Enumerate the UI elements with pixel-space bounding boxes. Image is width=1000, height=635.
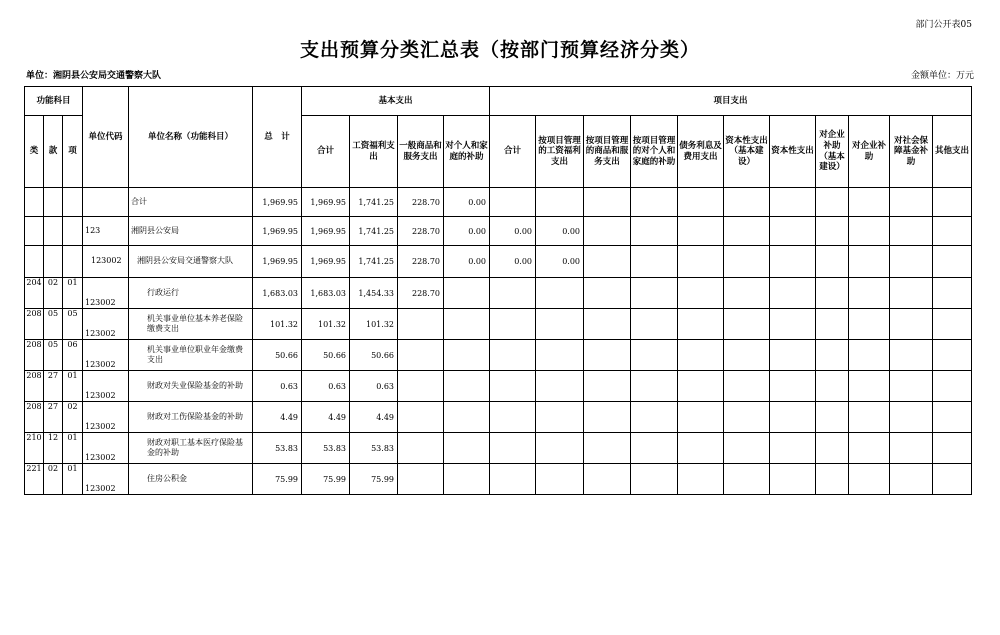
cell-xiang: 01: [63, 464, 83, 495]
cell-b_goods: [398, 371, 444, 402]
cell-lei: 208: [25, 309, 44, 340]
cell-total: 1,969.95: [253, 188, 302, 217]
header-project-other: 其他支出: [933, 116, 972, 188]
cell-empty: [890, 340, 933, 371]
cell-b_sum: 53.83: [302, 433, 350, 464]
cell-p_wage: [536, 464, 584, 495]
cell-empty: [631, 433, 678, 464]
cell-b_personal: 0.00: [444, 246, 490, 278]
cell-empty: [849, 309, 890, 340]
header-basic-goods: 一般商品和服务支出: [398, 116, 444, 188]
cell-empty: [584, 433, 631, 464]
cell-empty: [770, 433, 816, 464]
cell-empty: [816, 340, 849, 371]
cell-xiang: [63, 246, 83, 278]
cell-empty: [770, 340, 816, 371]
cell-total: 1,683.03: [253, 278, 302, 309]
table-row: [25, 371, 972, 402]
cell-empty: [584, 340, 631, 371]
cell-empty: [933, 433, 972, 464]
cell-p_wage: [536, 371, 584, 402]
cell-empty: [890, 433, 933, 464]
cell-empty: [631, 402, 678, 433]
cell-empty: [584, 246, 631, 278]
cell-empty: [890, 371, 933, 402]
cell-empty: [933, 217, 972, 246]
cell-b_wage: 4.49: [350, 402, 398, 433]
cell-code: [83, 188, 129, 217]
cell-empty: [890, 278, 933, 309]
cell-empty: [890, 402, 933, 433]
header-project-ent: 对企业补助: [849, 116, 890, 188]
cell-name: 财政对失业保险基金的补助: [129, 371, 253, 402]
cell-empty: [678, 246, 724, 278]
cell-b_wage: 1,741.25: [350, 217, 398, 246]
cell-xiang: [63, 188, 83, 217]
cell-empty: [724, 217, 770, 246]
cell-b_sum: 1,969.95: [302, 217, 350, 246]
cell-code: 123002: [83, 246, 129, 278]
cell-empty: [584, 309, 631, 340]
table-row: [25, 402, 972, 433]
cell-code: 123002: [83, 464, 129, 495]
cell-b_goods: 228.70: [398, 188, 444, 217]
cell-total: 0.63: [253, 371, 302, 402]
cell-kuan: 05: [44, 340, 63, 371]
cell-empty: [584, 402, 631, 433]
header-func: 功能科目: [25, 87, 83, 116]
header-kuan: 款: [44, 116, 63, 188]
cell-empty: [584, 217, 631, 246]
cell-empty: [678, 217, 724, 246]
cell-empty: [724, 464, 770, 495]
cell-kuan: [44, 246, 63, 278]
cell-empty: [724, 371, 770, 402]
cell-empty: [631, 188, 678, 217]
cell-xiang: 01: [63, 371, 83, 402]
cell-code: 123002: [83, 402, 129, 433]
cell-name: 机关事业单位基本养老保险缴费支出: [129, 309, 253, 340]
cell-empty: [724, 188, 770, 217]
cell-p_wage: 0.00: [536, 217, 584, 246]
cell-p_sum: 0.00: [490, 217, 536, 246]
form-code: 部门公开表05: [915, 20, 972, 30]
header-project-goods: 按项目管理的商品和服务支出: [584, 116, 631, 188]
cell-b_wage: 0.63: [350, 371, 398, 402]
cell-lei: 204: [25, 278, 44, 309]
header-total: 总 计: [253, 87, 302, 188]
cell-lei: [25, 246, 44, 278]
cell-empty: [724, 246, 770, 278]
cell-empty: [631, 217, 678, 246]
cell-b_personal: [444, 278, 490, 309]
cell-total: 4.49: [253, 402, 302, 433]
table-row: [25, 188, 972, 217]
cell-empty: [770, 217, 816, 246]
cell-empty: [933, 340, 972, 371]
cell-name: 机关事业单位职业年金缴费支出: [129, 340, 253, 371]
cell-b_personal: [444, 433, 490, 464]
cell-p_sum: [490, 402, 536, 433]
cell-empty: [770, 402, 816, 433]
cell-p_wage: 0.00: [536, 246, 584, 278]
cell-lei: 208: [25, 371, 44, 402]
header-basic-sum: 合计: [302, 116, 350, 188]
cell-b_personal: [444, 402, 490, 433]
cell-xiang: 05: [63, 309, 83, 340]
cell-code: 123002: [83, 433, 129, 464]
cell-kuan: 02: [44, 464, 63, 495]
header-row-1: [25, 87, 972, 116]
cell-empty: [816, 278, 849, 309]
cell-b_personal: 0.00: [444, 188, 490, 217]
cell-b_sum: 101.32: [302, 309, 350, 340]
cell-b_goods: 228.70: [398, 217, 444, 246]
cell-empty: [890, 188, 933, 217]
cell-kuan: 27: [44, 402, 63, 433]
cell-b_personal: [444, 340, 490, 371]
cell-b_sum: 75.99: [302, 464, 350, 495]
cell-empty: [631, 246, 678, 278]
cell-empty: [631, 309, 678, 340]
cell-b_sum: 1,969.95: [302, 246, 350, 278]
data-rows: [25, 188, 972, 495]
header-xiang: 项: [63, 116, 83, 188]
cell-p_sum: [490, 371, 536, 402]
header-project-debt: 债务利息及费用支出: [678, 116, 724, 188]
cell-code: 123002: [83, 340, 129, 371]
cell-empty: [770, 246, 816, 278]
header-project-capital: 资本性支出: [770, 116, 816, 188]
cell-b_wage: 50.66: [350, 340, 398, 371]
cell-empty: [816, 371, 849, 402]
cell-empty: [770, 188, 816, 217]
cell-b_personal: [444, 371, 490, 402]
cell-b_goods: [398, 433, 444, 464]
cell-total: 1,969.95: [253, 246, 302, 278]
cell-name: 财政对工伤保险基金的补助: [129, 402, 253, 433]
cell-total: 75.99: [253, 464, 302, 495]
cell-empty: [724, 402, 770, 433]
cell-b_sum: 4.49: [302, 402, 350, 433]
cell-empty: [933, 464, 972, 495]
cell-p_wage: [536, 433, 584, 464]
cell-xiang: 01: [63, 433, 83, 464]
cell-empty: [770, 371, 816, 402]
table-row: [25, 309, 972, 340]
cell-empty: [631, 371, 678, 402]
cell-kuan: 05: [44, 309, 63, 340]
table-row: [25, 464, 972, 495]
cell-empty: [849, 464, 890, 495]
cell-empty: [816, 246, 849, 278]
header-basic-wage: 工资福利支出: [350, 116, 398, 188]
cell-kuan: [44, 188, 63, 217]
cell-b_sum: 50.66: [302, 340, 350, 371]
cell-empty: [890, 246, 933, 278]
cell-empty: [849, 371, 890, 402]
header-project-sum: 合计: [490, 116, 536, 188]
header-project: 项目支出: [490, 87, 972, 116]
header-project-capital-build: 资本性支出（基本建设）: [724, 116, 770, 188]
cell-p_sum: 0.00: [490, 246, 536, 278]
cell-total: 50.66: [253, 340, 302, 371]
cell-total: 101.32: [253, 309, 302, 340]
cell-b_wage: 1,454.33: [350, 278, 398, 309]
cell-empty: [724, 278, 770, 309]
cell-empty: [890, 217, 933, 246]
cell-empty: [816, 402, 849, 433]
cell-b_wage: 1,741.25: [350, 188, 398, 217]
cell-code: 123002: [83, 278, 129, 309]
cell-name: 湘阴县公安局交通警察大队: [129, 246, 253, 278]
cell-empty: [816, 217, 849, 246]
cell-p_sum: [490, 278, 536, 309]
cell-empty: [890, 309, 933, 340]
cell-lei: [25, 217, 44, 246]
header-project-ent-build: 对企业补助（基本建设）: [816, 116, 849, 188]
cell-p_sum: [490, 309, 536, 340]
cell-name: 财政对职工基本医疗保险基金的补助: [129, 433, 253, 464]
cell-empty: [816, 433, 849, 464]
cell-empty: [584, 188, 631, 217]
cell-empty: [724, 309, 770, 340]
cell-empty: [933, 309, 972, 340]
cell-b_wage: 75.99: [350, 464, 398, 495]
cell-b_goods: 228.70: [398, 278, 444, 309]
cell-empty: [933, 278, 972, 309]
header-unit-code: 单位代码: [83, 87, 129, 188]
cell-empty: [584, 278, 631, 309]
cell-empty: [678, 433, 724, 464]
cell-b_goods: [398, 464, 444, 495]
table-row: [25, 340, 972, 371]
cell-empty: [584, 371, 631, 402]
cell-empty: [631, 340, 678, 371]
cell-p_wage: [536, 278, 584, 309]
cell-empty: [631, 464, 678, 495]
cell-b_sum: 1,969.95: [302, 188, 350, 217]
header-basic: 基本支出: [302, 87, 490, 116]
header-project-social: 对社会保障基金补助: [890, 116, 933, 188]
cell-empty: [849, 246, 890, 278]
cell-b_goods: [398, 402, 444, 433]
cell-empty: [849, 188, 890, 217]
cell-p_sum: [490, 433, 536, 464]
cell-b_wage: 101.32: [350, 309, 398, 340]
cell-lei: 208: [25, 402, 44, 433]
table-row: [25, 278, 972, 309]
cell-p_wage: [536, 188, 584, 217]
cell-empty: [849, 402, 890, 433]
cell-name: 湘阴县公安局: [129, 217, 253, 246]
cell-lei: [25, 188, 44, 217]
cell-empty: [816, 464, 849, 495]
cell-empty: [816, 188, 849, 217]
cell-code: 123002: [83, 371, 129, 402]
cell-kuan: 12: [44, 433, 63, 464]
cell-empty: [849, 217, 890, 246]
cell-name: 住房公积金: [129, 464, 253, 495]
cell-b_wage: 1,741.25: [350, 246, 398, 278]
cell-p_wage: [536, 340, 584, 371]
cell-xiang: 02: [63, 402, 83, 433]
table-row: [25, 246, 972, 278]
cell-lei: 221: [25, 464, 44, 495]
cell-empty: [584, 464, 631, 495]
cell-xiang: 06: [63, 340, 83, 371]
header-unit-name: 单位名称（功能科目）: [129, 87, 253, 188]
cell-code: 123: [83, 217, 129, 246]
cell-empty: [816, 309, 849, 340]
cell-p_wage: [536, 309, 584, 340]
cell-empty: [933, 402, 972, 433]
cell-empty: [678, 278, 724, 309]
cell-total: 1,969.95: [253, 217, 302, 246]
cell-kuan: 27: [44, 371, 63, 402]
cell-empty: [890, 464, 933, 495]
cell-name: 合计: [129, 188, 253, 217]
cell-empty: [849, 433, 890, 464]
cell-p_sum: [490, 464, 536, 495]
cell-empty: [724, 433, 770, 464]
cell-total: 53.83: [253, 433, 302, 464]
header-project-personal: 按项目管理的对个人和家庭的补助: [631, 116, 678, 188]
header-project-wage: 按项目管理的工资福利支出: [536, 116, 584, 188]
cell-empty: [631, 278, 678, 309]
cell-b_personal: [444, 309, 490, 340]
cell-b_wage: 53.83: [350, 433, 398, 464]
page-title: 支出预算分类汇总表（按部门预算经济分类）: [299, 39, 700, 61]
table-row: [25, 217, 972, 246]
cell-empty: [678, 402, 724, 433]
amount-unit-label: 金额单位：万元: [910, 71, 974, 81]
cell-code: 123002: [83, 309, 129, 340]
cell-empty: [678, 340, 724, 371]
cell-b_sum: 0.63: [302, 371, 350, 402]
cell-b_personal: [444, 464, 490, 495]
cell-empty: [849, 340, 890, 371]
cell-empty: [678, 188, 724, 217]
cell-empty: [770, 309, 816, 340]
cell-empty: [770, 464, 816, 495]
cell-p_sum: [490, 188, 536, 217]
cell-kuan: 02: [44, 278, 63, 309]
cell-empty: [933, 246, 972, 278]
cell-b_goods: [398, 309, 444, 340]
header-lei: 类: [25, 116, 44, 188]
cell-name: 行政运行: [129, 278, 253, 309]
cell-empty: [933, 188, 972, 217]
cell-empty: [724, 340, 770, 371]
cell-p_wage: [536, 402, 584, 433]
cell-lei: 210: [25, 433, 44, 464]
unit-label: 单位：湘阴县公安局交通警察大队: [26, 71, 162, 81]
cell-kuan: [44, 217, 63, 246]
cell-b_personal: 0.00: [444, 217, 490, 246]
cell-empty: [849, 278, 890, 309]
expenditure-table: [24, 86, 972, 495]
cell-xiang: 01: [63, 278, 83, 309]
header-basic-personal: 对个人和家庭的补助: [444, 116, 490, 188]
cell-p_sum: [490, 340, 536, 371]
cell-b_sum: 1,683.03: [302, 278, 350, 309]
cell-empty: [678, 309, 724, 340]
cell-empty: [770, 278, 816, 309]
cell-xiang: [63, 217, 83, 246]
cell-b_goods: 228.70: [398, 246, 444, 278]
cell-empty: [678, 464, 724, 495]
table-row: [25, 433, 972, 464]
cell-lei: 208: [25, 340, 44, 371]
cell-b_goods: [398, 340, 444, 371]
cell-empty: [933, 371, 972, 402]
cell-empty: [678, 371, 724, 402]
